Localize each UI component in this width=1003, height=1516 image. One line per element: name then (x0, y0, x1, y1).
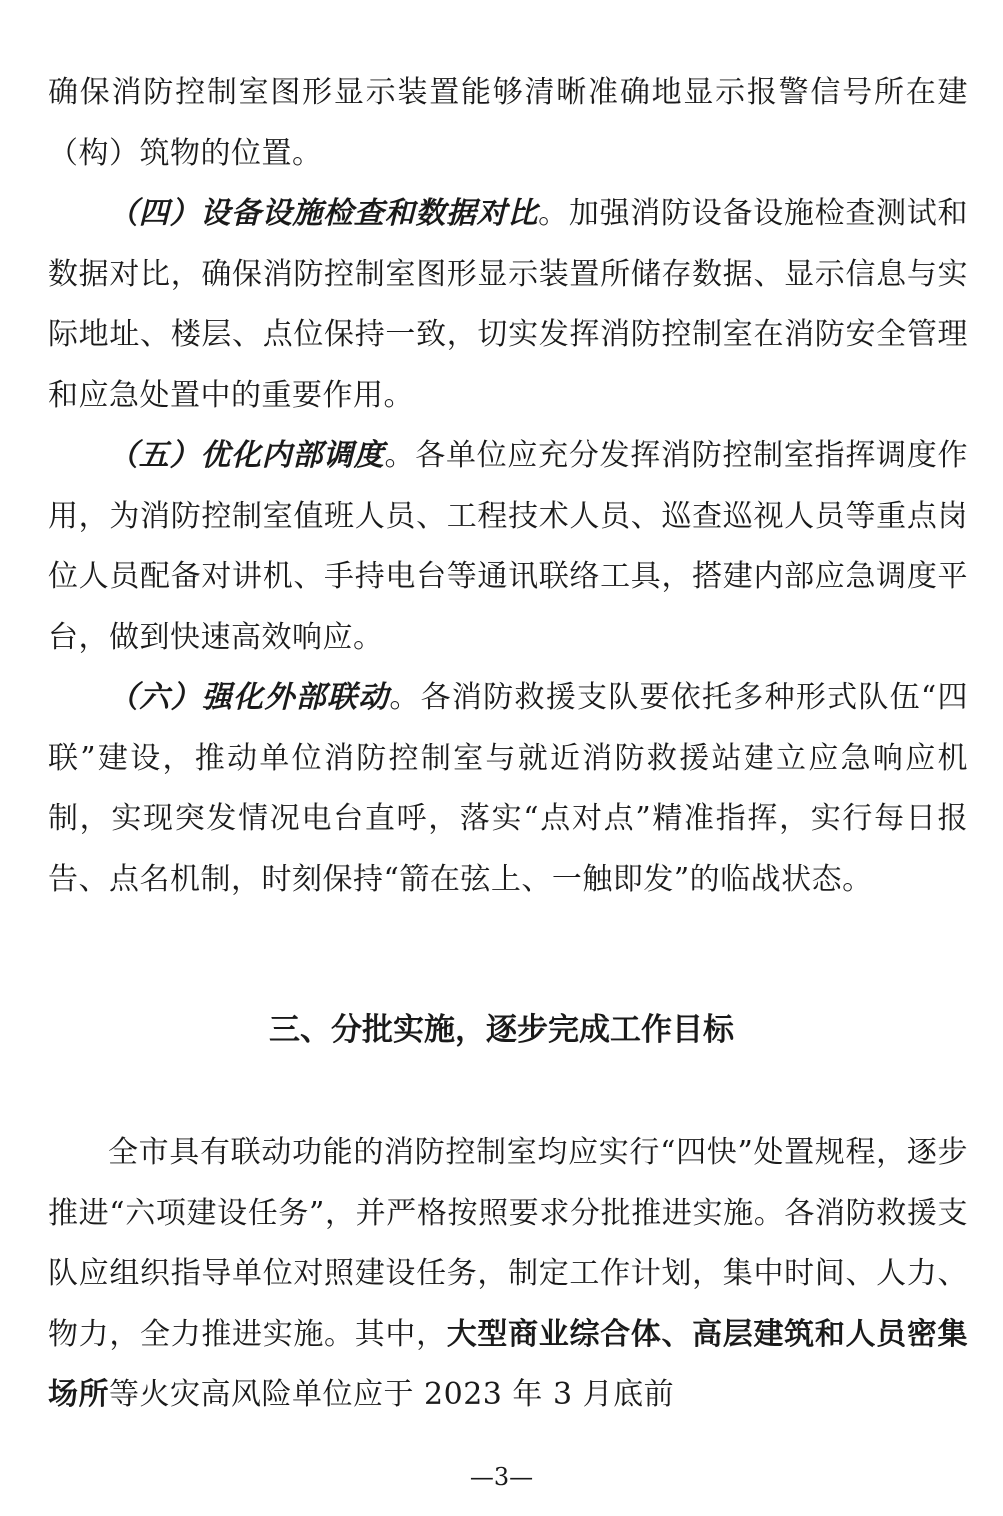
paragraph-intro (48, 63, 968, 184)
item-6-heading: （六）强化外部联动 (108, 680, 390, 715)
item-4-heading: （四）设备设施检查和数据对比 (108, 196, 539, 231)
paragraph-item-4 (48, 184, 968, 426)
section-3-bold-text: 大型商业综合体、高层建筑和人员密集场所 (48, 1316, 969, 1412)
paragraph-item-6 (48, 668, 968, 910)
section-3-text-after: 等火灾高风险单位应于 2023 年 3 月底前 (109, 1377, 675, 1412)
paragraph-item-5 (48, 426, 968, 668)
section-3-text-before: 全市具有联动功能的消防控制室均应实行“四快”处置规程，逐步推进“六项建设任务”，并严格按照要求分批推进实施。各消防救援支队应组织指导单位对照建设任务，制定工作计划，集中时间、人力、物力，全力推进实施。其中， (48, 1135, 968, 1352)
page-number: —3— (469, 1463, 534, 1491)
paragraph-intro-text: 确保消防控制室图形显示装置能够清晰准确地显示报警信号所在建（构）筑物的位置。 (48, 75, 968, 171)
item-6-text: 。各消防救援支队要依托多种形式队伍“四联”建设，推动单位消防控制室与就近消防救援站建立应急响应机制，实现突发情况电台直呼，落实“点对点”精准指挥，实行每日报告、点名机制，时刻保持“箭在弦上、一触即发”的临战状态。 (48, 680, 968, 897)
item-5-heading: （五）优化内部调度 (108, 438, 385, 473)
paragraph-section-3 (48, 1123, 968, 1426)
section-3-heading: 三、分批实施，逐步完成工作目标 (269, 1012, 734, 1048)
item-5-text: 。各单位应充分发挥消防控制室指挥调度作用，为消防控制室值班人员、工程技术人员、巡查巡视人员等重点岗位人员配备对讲机、手持电台等通讯联络工具，搭建内部应急调度平台，做到快速高效响应。 (48, 438, 968, 655)
item-4-text: 。加强消防设备设施检查测试和数据对比，确保消防控制室图形显示装置所储存数据、显示信息与实际地址、楼层、点位保持一致，切实发挥消防控制室在消防安全管理和应急处置中的重要作用。 (48, 196, 969, 413)
